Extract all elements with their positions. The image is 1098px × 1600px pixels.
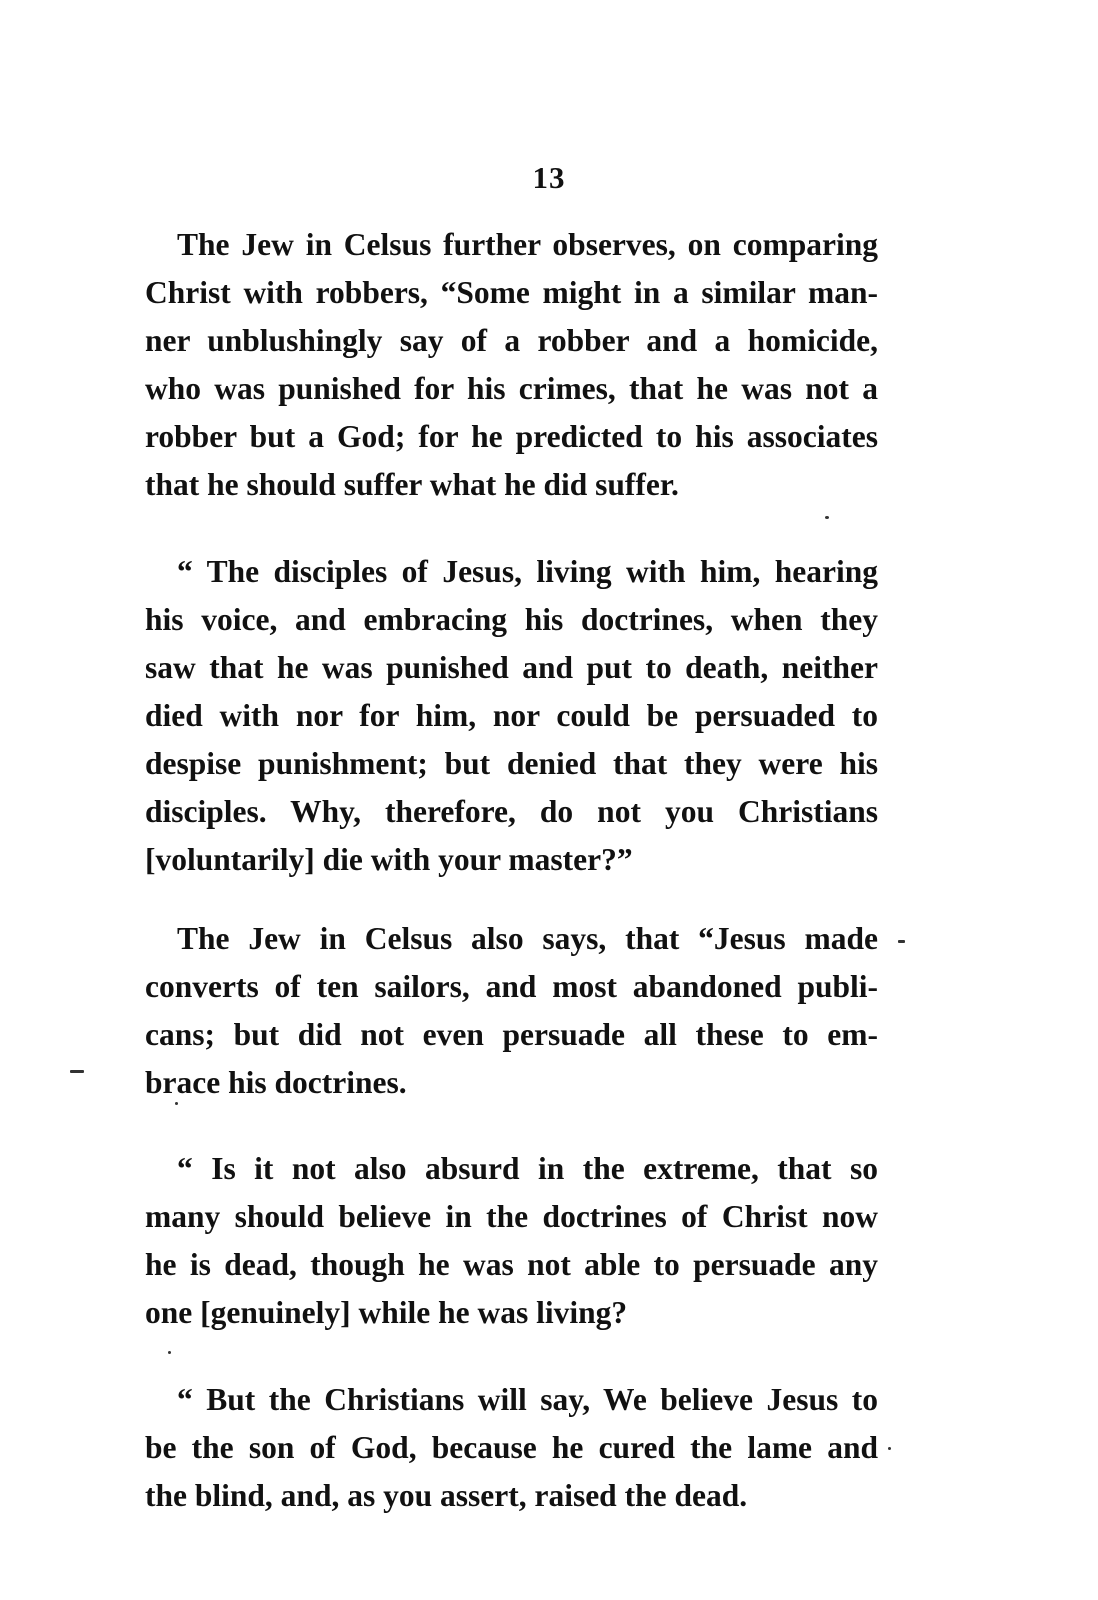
text-line: brace his doctrines. bbox=[145, 1065, 407, 1100]
text-line: The Jew in Celsus also says, that “Jesus made bbox=[177, 921, 878, 956]
paragraph-1 bbox=[145, 221, 878, 509]
text-line: one [genuinely] while he was living? bbox=[145, 1295, 628, 1330]
text-line: “ But the Christians will say, We believe Jesus to bbox=[177, 1382, 878, 1417]
text-line: “ The disciples of Jesus, living with him, hearing bbox=[177, 554, 878, 589]
text-line: “ Is it not also absurd in the extreme, that so bbox=[177, 1151, 878, 1186]
paragraph-2 bbox=[145, 548, 878, 884]
text-line: converts of ten sailors, and most abandoned publi- bbox=[145, 969, 878, 1004]
text-line: his voice, and embracing his doctrines, when they bbox=[145, 602, 878, 637]
paragraph-5 bbox=[145, 1376, 878, 1520]
scan-speck bbox=[70, 1070, 84, 1073]
scan-speck bbox=[898, 940, 905, 943]
text-line: [voluntarily] die with your master?” bbox=[145, 842, 633, 877]
text-line: he is dead, though he was not able to persuade any bbox=[145, 1247, 878, 1282]
text-line: who was punished for his crimes, that he was not a bbox=[145, 371, 878, 406]
text-line: the blind, and, as you assert, raised the dead. bbox=[145, 1478, 748, 1513]
text-line: be the son of God, because he cured the lame and bbox=[145, 1430, 878, 1465]
text-line: cans; but did not even persuade all these to em- bbox=[145, 1017, 878, 1052]
scan-speck bbox=[175, 1102, 178, 1105]
scan-speck bbox=[168, 1351, 171, 1354]
text-line: ner unblushingly say of a robber and a homicide, bbox=[145, 323, 878, 358]
text-line: saw that he was punished and put to death, neither bbox=[145, 650, 878, 685]
paragraph-3 bbox=[145, 915, 878, 1107]
text-line: despise punishment; but denied that they were his bbox=[145, 746, 878, 781]
text-line: died with nor for him, nor could be persuaded to bbox=[145, 698, 878, 733]
text-line: disciples. Why, therefore, do not you Christians bbox=[145, 794, 878, 829]
scan-speck bbox=[888, 1447, 891, 1450]
text-line: Christ with robbers, “Some might in a similar man- bbox=[145, 275, 878, 310]
text-line: The Jew in Celsus further observes, on comparing bbox=[177, 227, 878, 262]
text-line: many should believe in the doctrines of Christ now bbox=[145, 1199, 878, 1234]
scan-speck bbox=[825, 516, 829, 519]
text-line: robber but a God; for he predicted to his associates bbox=[145, 419, 878, 454]
paragraph-4 bbox=[145, 1145, 878, 1337]
text-line: that he should suffer what he did suffer. bbox=[145, 467, 679, 502]
page-number: 13 bbox=[532, 160, 566, 195]
